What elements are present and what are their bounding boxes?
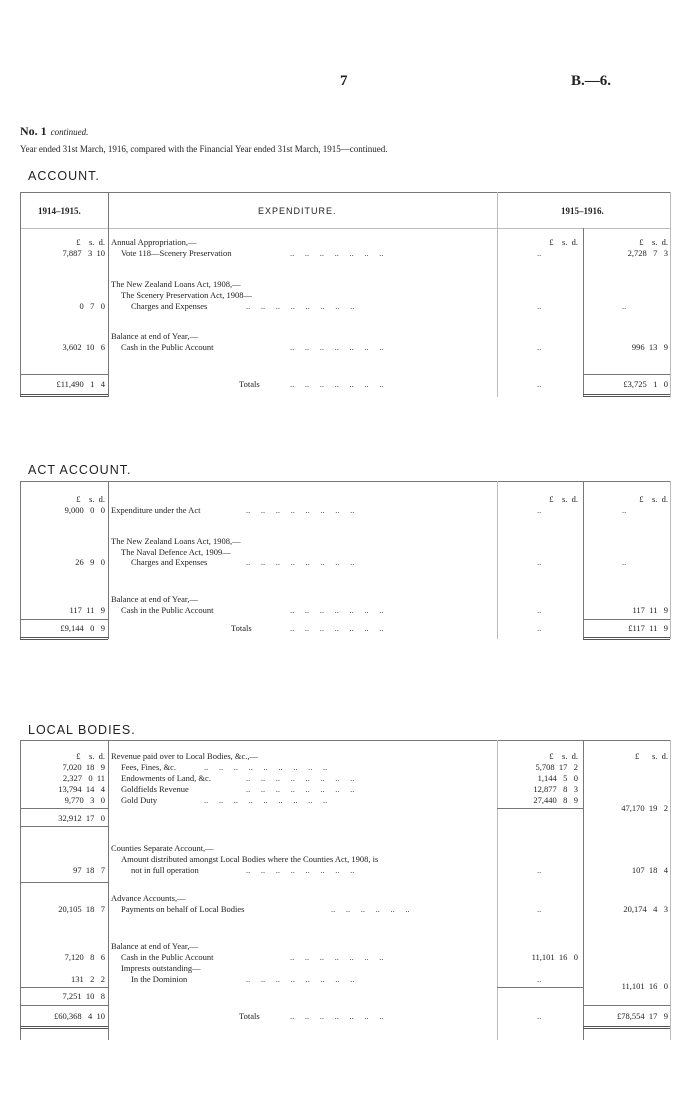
leader-dots: .. (537, 974, 542, 984)
column-header-1915-1916: 1915–1916. (561, 206, 604, 216)
total-prev: £60,368 4 10 (54, 1011, 105, 1021)
row-value-a: 27,440 8 9 (533, 795, 578, 805)
leader-dots: .. .. .. .. .. .. .. .. .. (204, 762, 328, 772)
subtotal-prev: 7,251 10 8 (62, 991, 105, 1001)
row-label: The Scenery Preservation Act, 1908— (121, 290, 253, 300)
row-value-prev: 7,020 18 9 (62, 762, 105, 772)
row-value-a: 1,144 5 0 (537, 773, 578, 783)
total-curr: £117 11 9 (628, 623, 668, 633)
leader-dots: .. (537, 557, 542, 567)
row-value-curr: 47,170 19 2 (621, 803, 668, 813)
total-prev: £11,490 1 4 (56, 379, 105, 389)
row-label: Endowments of Land, &c. (121, 773, 211, 783)
row-label: Vote 118—Scenery Preservation (121, 248, 232, 258)
leader-dots: .. .. .. .. .. .. .. (290, 1011, 384, 1021)
column-header-1914-1915: 1914–1915. (38, 206, 81, 216)
leader-dots: .. .. .. .. .. .. .. (290, 248, 384, 258)
leader-dots: .. .. .. .. .. .. .. (290, 605, 384, 615)
unit-header-b: £ s. d. (634, 751, 668, 761)
row-label: Gold Duty (121, 795, 158, 805)
leader-dots: .. .. .. .. .. .. .. (290, 952, 384, 962)
row-value-prev: 9,770 3 0 (64, 795, 105, 805)
leader-dots: .. (537, 342, 542, 352)
row-value-prev: 3,602 10 6 (62, 342, 105, 352)
row-label: Cash in the Public Account (121, 342, 214, 352)
total-prev: £9,144 0 9 (60, 623, 105, 633)
row-label: Balance at end of Year,— (111, 594, 198, 604)
page-number: 7 (340, 73, 348, 89)
row-label: Goldfields Revenue (121, 784, 189, 794)
column-header-expenditure: EXPENDITURE. (258, 206, 337, 216)
leader-dots: .. (537, 505, 542, 515)
document-reference: B.—6. (571, 73, 612, 89)
row-value-prev: 117 11 9 (69, 605, 105, 615)
leader-dots: .. .. .. .. .. .. .. (290, 342, 384, 352)
unit-header-a: £ s. d. (549, 494, 578, 504)
row-value-a: 5,708 17 2 (535, 762, 578, 772)
leader-dots: .. (622, 557, 627, 567)
row-value-prev: 0 7 0 (79, 301, 105, 311)
row-label: The Naval Defence Act, 1909— (121, 547, 231, 557)
row-label: In the Dominion (131, 974, 188, 984)
leader-dots: .. (537, 623, 542, 633)
row-value-prev: 26 9 0 (75, 557, 105, 567)
leader-dots: .. .. .. .. .. .. .. .. .. (204, 795, 328, 805)
row-label: Annual Appropriation,— (111, 237, 197, 247)
row-label: not in full operation (131, 865, 199, 875)
row-label: Amount distributed amongst Local Bodies where the Counties Act, 1908, is (121, 854, 379, 864)
row-value-prev: 131 2 2 (71, 974, 105, 984)
row-label: Advance Accounts,— (111, 893, 186, 903)
leader-dots: .. (537, 379, 542, 389)
unit-header-a: £ s. d. (549, 237, 578, 247)
leader-dots: .. (537, 904, 542, 914)
row-label: The New Zealand Loans Act, 1908,— (111, 279, 241, 289)
row-value-a: 12,877 8 3 (533, 784, 578, 794)
leader-dots: .. (622, 505, 627, 515)
leader-dots: .. (537, 605, 542, 615)
total-curr: £78,554 17 9 (617, 1011, 668, 1021)
leader-dots: .. .. .. .. .. .. .. .. (246, 784, 355, 794)
leader-dots: .. .. .. .. .. .. .. .. (246, 773, 355, 783)
totals-label: Totals (239, 379, 260, 389)
row-value-curr: 117 11 9 (632, 605, 668, 615)
row-label: Expenditure under the Act (111, 505, 201, 515)
leader-dots: .. (537, 248, 542, 258)
row-label: Revenue paid over to Local Bodies, &c.,— (111, 751, 259, 761)
leader-dots: .. (537, 865, 542, 875)
leader-dots: .. .. .. .. .. .. .. .. (246, 557, 355, 567)
row-label: Counties Separate Account,— (111, 843, 214, 853)
leader-dots: .. (537, 1011, 542, 1021)
row-value-curr: 2,728 7 3 (627, 248, 668, 258)
year-line: Year ended 31st March, 1916, compared with the Financial Year ended 31st March, 1915—continued. (20, 144, 388, 154)
section-title-local-bodies: LOCAL BODIES. (28, 723, 136, 737)
row-label: Balance at end of Year,— (111, 941, 198, 951)
row-label: Cash in the Public Account (121, 605, 214, 615)
row-value-curr: 996 13 9 (631, 342, 668, 352)
unit-header-prev: £ s. d. (76, 237, 105, 247)
row-value-prev: 7,120 8 6 (64, 952, 105, 962)
total-curr: £3,725 1 0 (623, 379, 668, 389)
row-value-curr: 11,101 16 0 (621, 981, 668, 991)
leader-dots: .. .. .. .. .. .. .. (290, 379, 384, 389)
row-label: Imprests outstanding— (121, 963, 201, 973)
row-label: Fees, Fines, &c. (121, 762, 177, 772)
leader-dots: .. .. .. .. .. .. .. .. (246, 865, 355, 875)
section-title-act-account: ACT ACCOUNT. (28, 463, 132, 477)
leader-dots: .. .. .. .. .. .. .. .. (246, 974, 355, 984)
table-number-label: No. 1 (20, 124, 47, 138)
unit-header-a: £ s. d. (549, 751, 578, 761)
row-value-a: 11,101 16 0 (531, 952, 578, 962)
continued-label: continued. (50, 127, 89, 137)
leader-dots: .. .. .. .. .. .. .. (290, 623, 384, 633)
leader-dots: .. (622, 301, 627, 311)
unit-header-prev: £ s. d. (76, 751, 105, 761)
section-title-account: ACCOUNT. (28, 169, 100, 183)
leader-dots: .. (537, 301, 542, 311)
row-value-prev: 20,105 18 7 (58, 904, 105, 914)
row-value-prev: 7,887 3 10 (62, 248, 105, 258)
row-label: Cash in the Public Account (121, 952, 214, 962)
row-label: Payments on behalf of Local Bodies (121, 904, 245, 914)
table-number (20, 124, 88, 139)
leader-dots: .. .. .. .. .. .. .. .. (246, 301, 355, 311)
unit-header-b: £ s. d. (639, 237, 668, 247)
totals-label: Totals (239, 1011, 260, 1021)
leader-dots: .. .. .. .. .. .. (331, 904, 410, 914)
row-label: Charges and Expenses (131, 557, 208, 567)
row-value-curr: 20,174 4 3 (623, 904, 668, 914)
totals-label: Totals (231, 623, 252, 633)
row-label: Charges and Expenses (131, 301, 208, 311)
row-value-prev: 97 18 7 (73, 865, 105, 875)
row-value-prev: 2,327 0 11 (62, 773, 105, 783)
unit-header-b: £ s. d. (639, 494, 668, 504)
unit-header-prev: £ s. d. (76, 494, 105, 504)
row-value-prev: 9,000 0 0 (64, 505, 105, 515)
row-value-curr: 107 18 4 (631, 865, 668, 875)
subtotal-prev: 32,912 17 0 (58, 813, 105, 823)
leader-dots: .. .. .. .. .. .. .. .. (246, 505, 355, 515)
row-value-prev: 13,794 14 4 (58, 784, 105, 794)
row-label: The New Zealand Loans Act, 1908,— (111, 536, 241, 546)
row-label: Balance at end of Year,— (111, 331, 198, 341)
